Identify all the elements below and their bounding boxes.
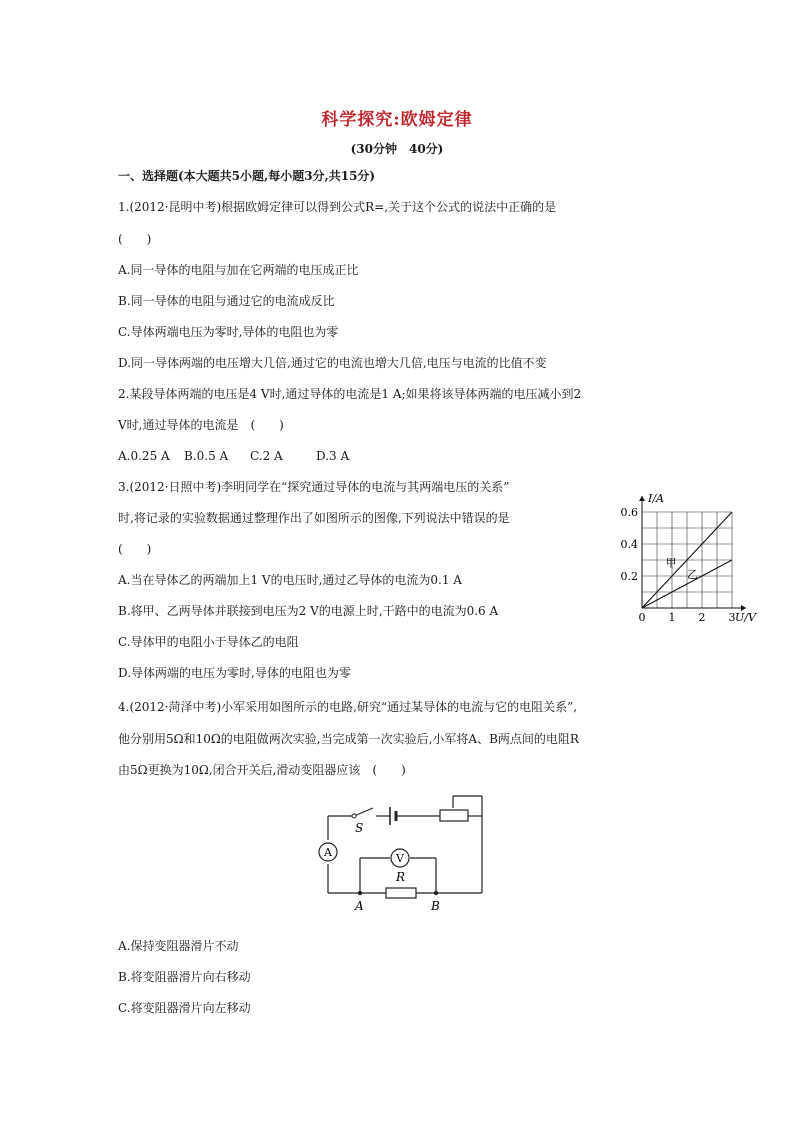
section-heading: 一、选择题(本大题共5小题,每小题3分,共15分)	[118, 169, 376, 183]
x-tick-label: 1	[668, 611, 676, 624]
q4-stem-line2: 他分别用5Ω和10Ω的电阻做两次实验,当完成第一次实验后,小军将A、B两点间的电阻R	[118, 732, 579, 746]
switch-pivot	[352, 814, 356, 818]
y-axis-arrow	[639, 496, 645, 501]
q3-option-b: B.将甲、乙两导体并联接到电压为2 V的电源上时,干路中的电流为0.6 A	[118, 604, 499, 618]
junction-a	[358, 891, 362, 895]
q2-options	[118, 448, 382, 464]
q2-stem-line1: 2.某段导体两端的电压是4 V时,通过导体的电流是1 A;如果将该导体两端的电压减小到2	[118, 387, 582, 401]
q1-blank: ( )	[118, 232, 152, 246]
junction-b	[434, 891, 438, 895]
q3-option-c: C.导体甲的电阻小于导体乙的电阻	[118, 635, 299, 649]
voltmeter-label: V	[396, 852, 404, 865]
q3-option-a: A.当在导体乙的两端加上1 V的电压时,通过乙导体的电流为0.1 A	[118, 573, 462, 587]
q4-stem-line1: 4.(2012·菏泽中考)小军采用如图所示的电路,研究“通过某导体的电流与它的电阻关系”,	[118, 700, 578, 714]
q4-option-a: A.保持变阻器滑片不动	[118, 939, 239, 953]
x-axis-label: U/V	[735, 611, 756, 624]
q3-blank: ( )	[118, 542, 152, 556]
series-label-1: 甲	[665, 556, 677, 570]
point-b-label: B	[431, 899, 440, 913]
y-tick-label: 0.6	[620, 506, 638, 519]
q2-option-a: A.0.25 A	[118, 449, 170, 463]
page-subtitle: (30分钟 40分)	[350, 142, 444, 156]
q4-stem-line3: 由5Ω更换为10Ω,闭合开关后,滑动变阻器应该 ( )	[118, 763, 406, 777]
switch-blade	[354, 808, 373, 816]
series-label-2: 乙	[687, 568, 698, 581]
q2-option-d: D.3 A	[316, 449, 350, 463]
rheostat-body	[440, 810, 468, 821]
point-a-label: A	[355, 899, 364, 913]
y-tick-label: 0.4	[620, 538, 638, 551]
q1-option-c: C.导体两端电压为零时,导体的电阻也为零	[118, 325, 339, 339]
resistor-r	[386, 888, 416, 898]
q2-option-b: B.0.5 A	[184, 449, 229, 463]
x-tick-label: 3	[728, 611, 736, 624]
y-tick-label: 0.2	[620, 570, 638, 583]
current-voltage-chart	[610, 478, 780, 628]
q1-option-b: B.同一导体的电阻与通过它的电流成反比	[118, 294, 335, 308]
q4-option-c: C.将变阻器滑片向左移动	[118, 1001, 251, 1015]
switch-label: S	[355, 821, 364, 835]
circuit-diagram	[310, 790, 500, 915]
page-title: 科学探究:欧姆定律	[321, 110, 473, 130]
y-axis-label: I/A	[648, 492, 664, 505]
q1-option-d: D.同一导体两端的电压增大几倍,通过它的电流也增大几倍,电压与电流的比值不变	[118, 356, 547, 370]
x-tick-label: 2	[698, 611, 706, 624]
q3-option-d: D.导体两端的电压为零时,导体的电阻也为零	[118, 666, 351, 680]
q1-option-a: A.同一导体的电阻与加在它两端的电压成正比	[118, 263, 359, 277]
resistor-label: R	[396, 870, 406, 884]
x-tick-label: 0	[638, 611, 646, 624]
q1-stem: 1.(2012·昆明中考)根据欧姆定律可以得到公式R=,关于这个公式的说法中正确的是	[118, 200, 557, 214]
q3-stem-line1: 3.(2012·日照中考)李明同学在“探究通过导体的电流与其两端电压的关系”	[118, 480, 510, 494]
ammeter-label: A	[324, 846, 332, 859]
q2-option-c: C.2 A	[250, 449, 283, 463]
q4-option-b: B.将变阻器滑片向右移动	[118, 970, 251, 984]
q2-stem-line2: V时,通过导体的电流是 ( )	[118, 418, 284, 432]
q3-stem-line2: 时,将记录的实验数据通过整理作出了如图所示的图像,下列说法中错误的是	[118, 511, 510, 525]
